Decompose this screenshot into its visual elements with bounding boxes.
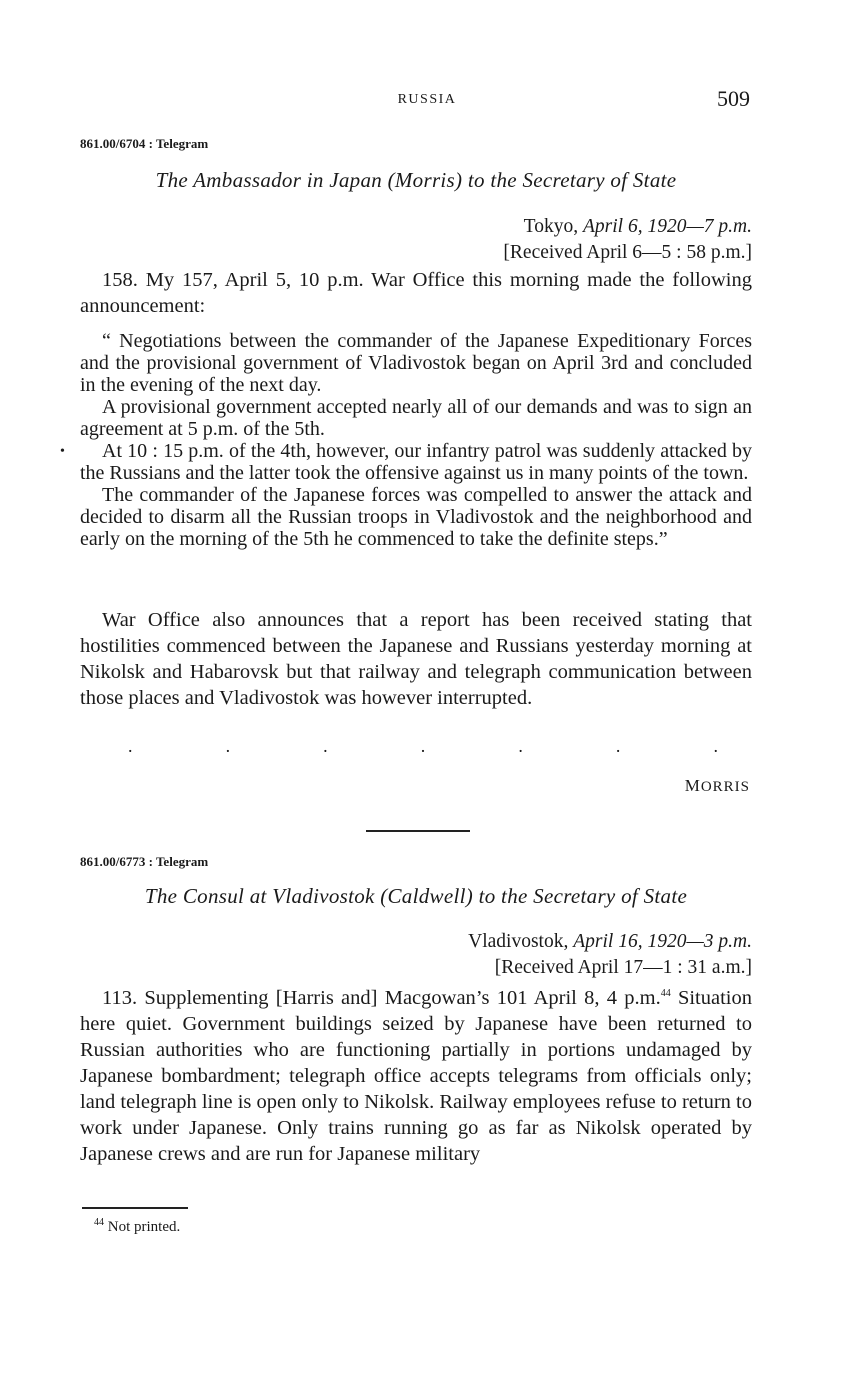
doc1-quote	[80, 330, 752, 550]
ellipsis-dot: .	[713, 736, 718, 756]
doc1-para2: War Office also announces that a report has been received stating that hostilities commenced between the Japanese and Russians yesterday morning at Nikolsk and Habarovsk but that railway and telegraph communication between those places and Vladivostok was however interrupted.	[80, 609, 752, 709]
doc2-dateline	[468, 931, 752, 953]
doc1-place: Tokyo,	[523, 216, 579, 237]
ellipsis-dot: .	[225, 736, 231, 756]
margin-mark: •	[60, 444, 65, 459]
doc2-file-id: 861.00/6773 : Telegram	[80, 854, 209, 869]
footnote	[94, 1219, 180, 1236]
footnote-number: 44	[94, 1217, 104, 1228]
doc1-signature: MORRIS	[684, 776, 750, 795]
doc1-file-id: 861.00/6704 : Telegram	[80, 136, 209, 151]
doc2-received: [Received April 17—1 : 31 a.m.]	[494, 957, 752, 978]
quote-paragraph: At 10 : 15 p.m. of the 4th, however, our infantry patrol was suddenly attacked by the Russians and the latter took the offensive against us in many points of the town.	[80, 440, 752, 484]
footnote-rule	[82, 1207, 188, 1209]
quote-paragraph: “ Negotiations between the commander of the Japanese Expeditionary Forces and the provisional government of Vladivostok began on April 3rd and concluded in the evening of the next day.	[80, 330, 752, 396]
page-number: 509	[717, 86, 750, 111]
doc2-place: Vladivostok,	[468, 931, 569, 952]
footnote-text: Not printed.	[104, 1219, 181, 1235]
doc1-received: [Received April 6—5 : 58 p.m.]	[503, 242, 752, 263]
doc2-date: April 16, 1920—3 p.m.	[573, 931, 752, 952]
footnote-reference: 44	[660, 988, 671, 1000]
doc2-para1-lead: 113. Supplementing [Harris and] Macgowan’s 101 April 8, 4 p.m.	[102, 987, 661, 1009]
running-head: RUSSIA	[397, 92, 457, 107]
ellipsis-dot: .	[323, 736, 328, 756]
ellipsis-dot: .	[420, 736, 426, 756]
quote-paragraph: A provisional government accepted nearly all of our demands and was to sign an agreement at 5 p.m. of the 5th.	[80, 396, 752, 440]
doc2-heading: The Consul at Vladivostok (Caldwell) to the Secretary of State	[144, 884, 688, 908]
doc1-dateline	[524, 216, 752, 238]
section-divider	[366, 830, 470, 832]
ellipsis-dots	[128, 736, 718, 757]
ellipsis-dot: .	[615, 736, 621, 756]
doc1-para1: 158. My 157, April 5, 10 p.m. War Office this morning made the following announcement:	[80, 269, 752, 317]
signature-text: ORRIS	[700, 779, 750, 795]
doc2-para1	[80, 985, 752, 1167]
ellipsis-dot: .	[518, 736, 523, 756]
doc1-date: April 6, 1920—7 p.m.	[582, 216, 752, 237]
doc2-para1-continued: Situation here quiet. Government buildings seized by Japanese have been returned to Russian authorities who are functioning partially in portions undamaged by Japanese bombardment; telegraph office accepts telegrams from officials only; land telegraph line is open only to Nikolsk. Railway employees refuse to return to work under Japanese. Only trains running go as far as Nikolsk operated by Japanese crews and are run for Japanese military	[80, 987, 752, 1165]
ellipsis-dot: .	[128, 736, 133, 756]
quote-paragraph: The commander of the Japanese forces was compelled to answer the attack and decided to disarm all the Russian troops in Vladivostok and the neighborhood and early on the morning of the 5th he commenced to take the definite steps.”	[80, 484, 752, 550]
doc1-heading: The Ambassador in Japan (Morris) to the Secretary of State	[155, 168, 677, 192]
